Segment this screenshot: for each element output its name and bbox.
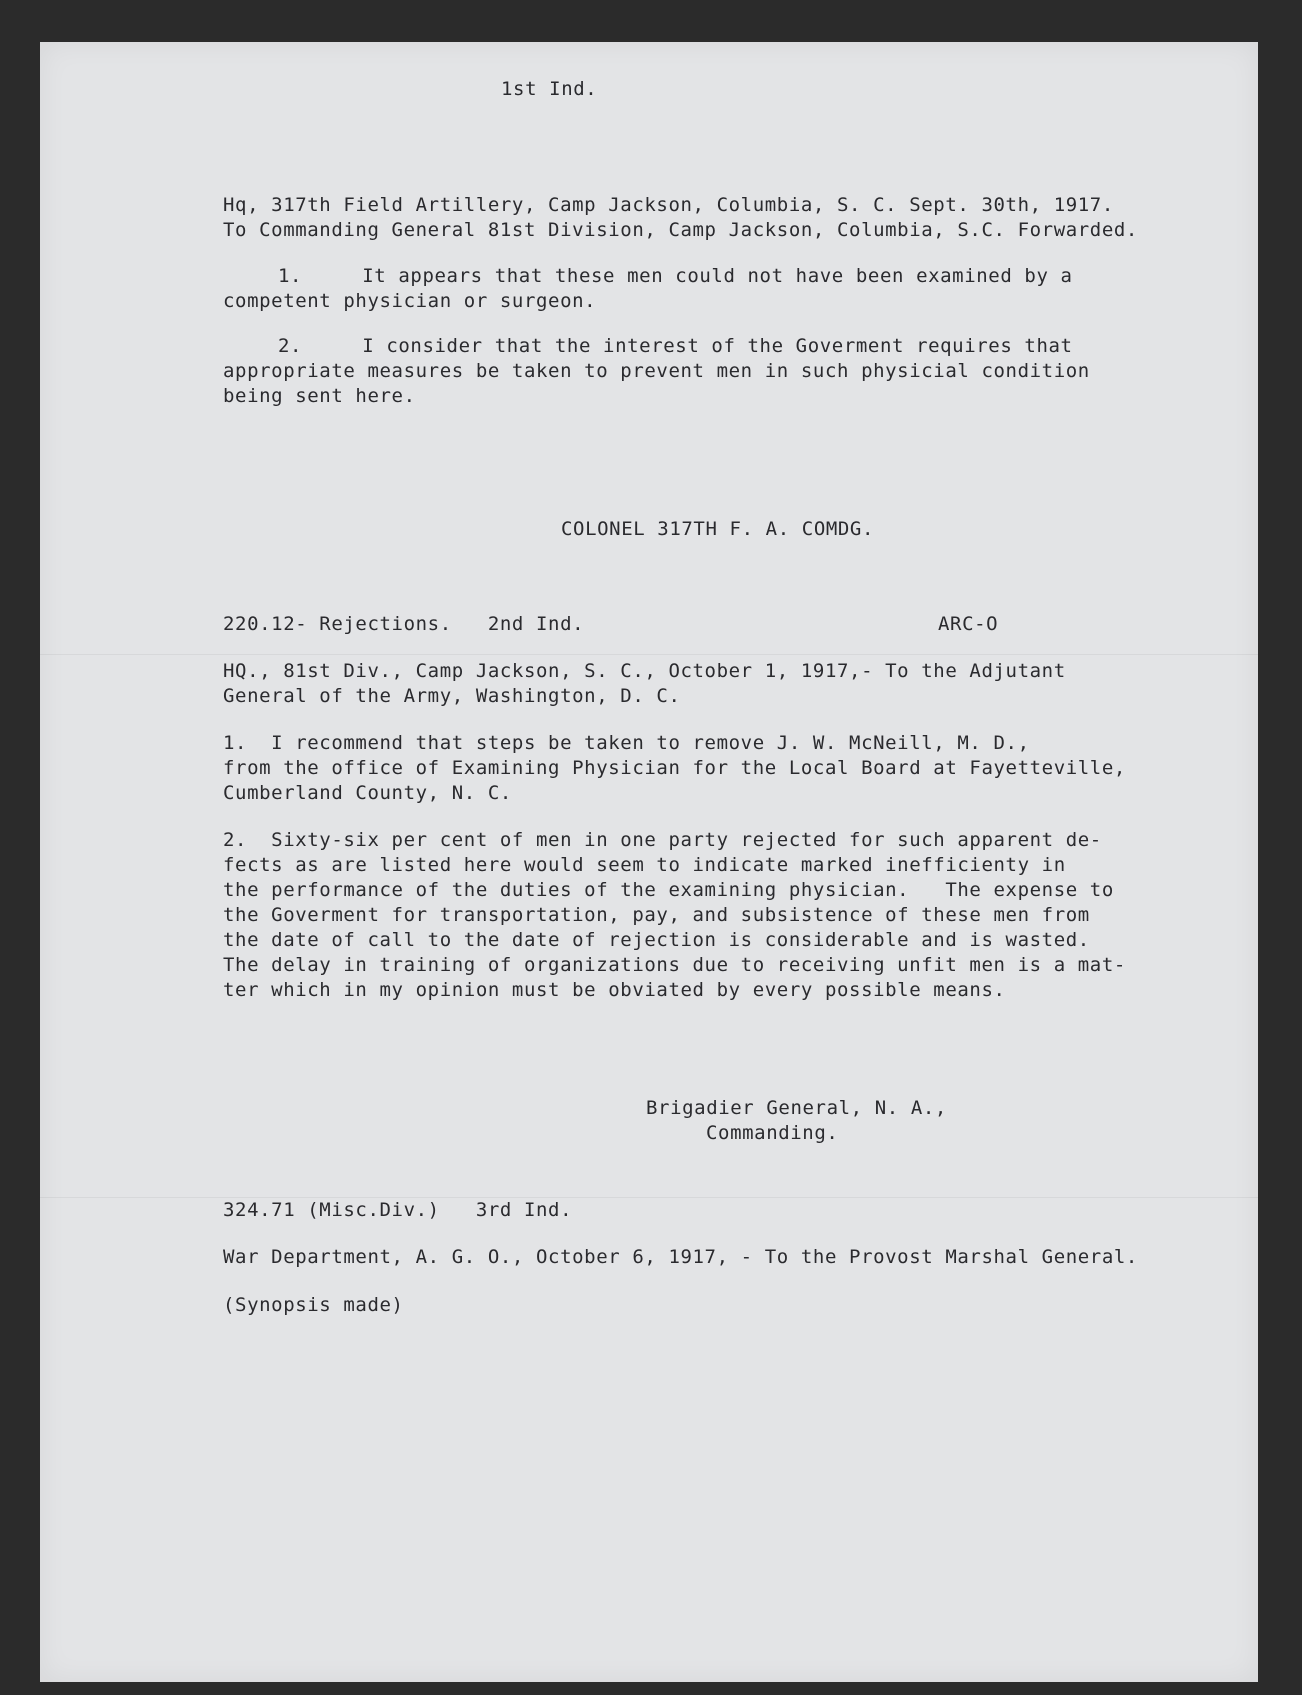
second-ind-address-line1: HQ., 81st Div., Camp Jackson, S. C., October 1, 1917,- To the Adjutant [223, 660, 1066, 682]
second-ind-para2-line7: ter which in my opinion must be obviated by every possible means. [223, 979, 1006, 1001]
first-ind-heading: 1st Ind. [501, 78, 598, 100]
third-ind-file-ref: 324.71 (Misc.Div.) 3rd Ind. [223, 1199, 573, 1221]
second-ind-para1-line3: Cumberland County, N. C. [223, 782, 512, 804]
second-ind-address-line2: General of the Army, Washington, D. C. [223, 685, 681, 707]
third-ind-address-line: War Department, A. G. O., October 6, 1917, - To the Provost Marshal General. [223, 1246, 1138, 1268]
first-ind-para2-line2: appropriate measures be taken to prevent men in such physicial condition [223, 360, 1090, 382]
second-ind-para2-line1: 2. Sixty-six per cent of men in one party rejected for such apparent de- [223, 829, 1102, 851]
second-ind-signature-title: Brigadier General, N. A., [646, 1097, 947, 1119]
second-ind-office-code: ARC-O [938, 613, 999, 635]
first-ind-para1-line1: 1. It appears that these men could not have been examined by a [278, 265, 1073, 287]
document-page [40, 42, 1258, 1682]
second-ind-para2-line4: the Goverment for transportation, pay, and subsistence of these men from [223, 904, 1090, 926]
first-ind-para2-line3: being sent here. [223, 385, 416, 407]
second-ind-signature-commanding: Commanding. [706, 1122, 839, 1144]
second-ind-para2-line5: the date of call to the date of rejection is considerable and is wasted. [223, 929, 1090, 951]
third-ind-note: (Synopsis made) [223, 1294, 404, 1316]
fold-crease [40, 654, 1258, 655]
second-ind-para1-line1: 1. I recommend that steps be taken to remove J. W. McNeill, M. D., [223, 732, 1030, 754]
second-ind-para1-line2: from the office of Examining Physician for the Local Board at Fayetteville, [223, 757, 1126, 779]
second-ind-para2-line3: the performance of the duties of the examining physician. The expense to [223, 879, 1114, 901]
first-ind-from-line: Hq, 317th Field Artillery, Camp Jackson, Columbia, S. C. Sept. 30th, 1917. [223, 194, 1114, 216]
second-ind-file-ref: 220.12- Rejections. 2nd Ind. [223, 613, 585, 635]
second-ind-para2-line2: fects as are listed here would seem to indicate marked inefficienty in [223, 854, 1066, 876]
first-ind-signature: COLONEL 317TH F. A. COMDG. [561, 518, 875, 540]
first-ind-to-line: To Commanding General 81st Division, Camp Jackson, Columbia, S.C. Forwarded. [223, 219, 1138, 241]
second-ind-para2-line6: The delay in training of organizations due to receiving unfit men is a mat- [223, 954, 1126, 976]
first-ind-para1-line2: competent physician or surgeon. [223, 290, 597, 312]
first-ind-para2-line1: 2. I consider that the interest of the Goverment requires that [278, 335, 1073, 357]
